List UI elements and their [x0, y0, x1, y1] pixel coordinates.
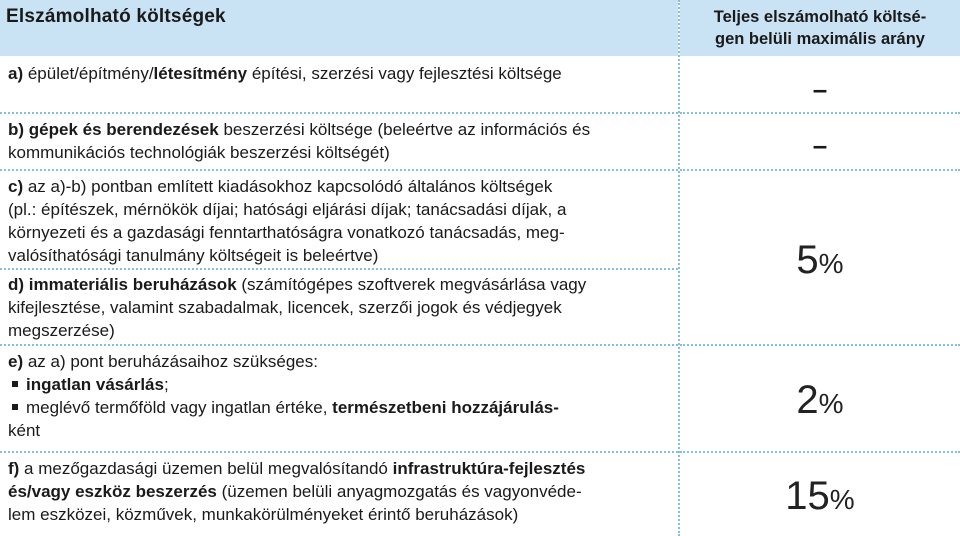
row-e-value: 2% [796, 378, 844, 422]
row-divider [0, 268, 678, 270]
bullet-icon [12, 404, 18, 410]
row-divider [0, 344, 678, 346]
row-f-text: f) a mezőgazdasági üzemen belül megvalósítandó infrastruktúra-fejlesztés és/vagy eszköz beszerzés (üzemen belüli anyagmozgatás és vagyonvéde- lem eszközei, közművek, munkakörülményeket érintő beruházások) [8, 459, 586, 524]
row-divider [680, 169, 960, 171]
row-e-text: e) az a) pont beruházásaihoz szükséges: ingatlan vásárlás; meglévő termőföld vagy ingatlan értéke, természetbeni hozzájárulás- ként [8, 352, 559, 440]
row-divider [680, 112, 960, 114]
row-c-text: c) az a)-b) pontban említett kiadásokhoz kapcsolódó általános költségek (pl.: építészek, mérnökök díjai; hatósági eljárási díjak; tanácsadási díjak, a környezeti és a gazdasági fenntarthatóságra vonatkozó tanácsadás, meg- valósíthatósági tanulmány költségeit is beleértve) [8, 177, 567, 265]
row-d-text: d) immateriális beruházások (számítógépes szoftverek megvásárlása vagy kifejlesztése, valamint szabadalmak, licencek, szerzői jogok és védjegyek megszerzése) [8, 275, 587, 340]
row-b-text: b) gépek és berendezések beszerzési költsége (beleértve az információs és kommunikációs technológiák beszerzési költségét) [8, 120, 591, 162]
row-b-value: – [812, 130, 828, 160]
header-eligible-costs: Elszámolható költségek [6, 6, 226, 27]
header-right-cell [680, 0, 960, 56]
row-a-value: – [812, 74, 828, 104]
header-left-cell [0, 0, 678, 56]
row-divider [0, 112, 678, 114]
row-divider [680, 344, 960, 346]
row-f-value: 15% [785, 474, 855, 518]
bullet-icon [12, 381, 18, 387]
row-divider [680, 451, 960, 453]
row-divider [0, 169, 678, 171]
row-divider [0, 451, 678, 453]
header-max-ratio: Teljes elszámolható költsé- gen belüli maximális arány [713, 8, 927, 48]
row-cd-value: 5% [796, 238, 844, 282]
row-a-text: a) épület/építmény/létesítmény építési, szerzési vagy fejlesztési költsége [8, 64, 562, 83]
